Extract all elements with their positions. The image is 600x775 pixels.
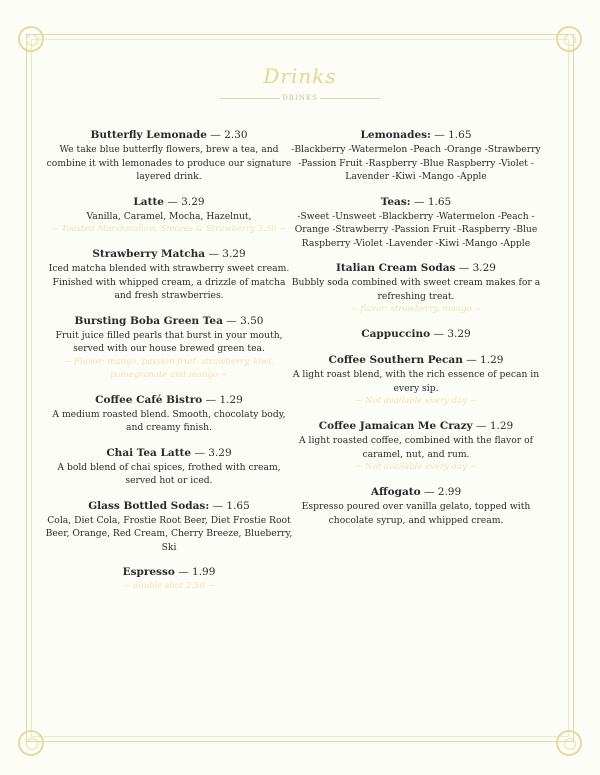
item-note: ~ flavor: strawberry, mango ~ <box>350 304 482 314</box>
item-note: ~ Flavor: mango, passion fruit, strawberry, kiwi, pomegranate and mango ~ <box>64 356 274 380</box>
item-price: — 3.29 <box>194 446 232 459</box>
item-description: Iced matcha blended with strawberry sweet cream. Finished with whipped cream, a drizzle of matcha and fresh strawberries. <box>48 263 290 301</box>
item-price: — 3.29 <box>433 328 471 340</box>
menu-item <box>290 327 542 342</box>
menu-item <box>290 353 542 408</box>
menu-item <box>44 314 294 382</box>
flourish-icon-top-right <box>556 26 582 52</box>
flourish-icon-bottom-right <box>556 730 582 756</box>
item-description: Vanilla, Caramel, Mocha, Hazelnut, <box>86 210 252 222</box>
menu-item <box>290 195 542 251</box>
item-name: Butterfly Lemonade <box>90 129 207 141</box>
menu-item <box>290 485 542 527</box>
item-price: — 1.99 <box>178 566 216 578</box>
item-description: Cola, Diet Cola, Frostie Root Beer, Diet Frostie Root Beer, Orange, Red Cream, Cherry Breeze, Blueberry, Ski <box>45 514 293 553</box>
item-price: — 3.29 <box>208 248 246 260</box>
title-divider-label: DRINKS <box>280 94 320 102</box>
item-name: Italian Cream Sodas <box>336 262 456 274</box>
flourish-icon-bottom-left <box>18 730 44 756</box>
menu-item <box>44 195 294 237</box>
item-name: Teas: <box>380 195 411 208</box>
item-note: ~ Not available every day ~ <box>355 462 477 472</box>
item-name: Coffee Jamaican Me Crazy <box>318 420 473 432</box>
item-name: Coffee Café Bistro <box>95 393 203 406</box>
item-price: — 1.29 <box>205 393 243 406</box>
item-description: -Sweet -Unsweet -Blackberry -Watermelon -Peach -Orange -Strawberry -Passion Fruit -Raspberry -Blue Raspberry -Violet -Lavender -Kiwi -Mango -Apple <box>294 210 538 249</box>
item-name: Bursting Boba Green Tea <box>74 314 223 327</box>
menu-item <box>44 393 294 435</box>
item-description: A bold blend of chai spices, frothed with cream, served hot or iced. <box>57 461 281 486</box>
item-description: A medium roasted blend. Smooth, chocolaty body, and creamy finish. <box>52 408 286 433</box>
menu-item <box>44 499 294 555</box>
item-name: Glass Bottled Sodas: <box>88 499 210 512</box>
menu-item <box>290 419 542 474</box>
item-price: — 1.29 <box>476 420 514 432</box>
item-note: ~ Not available every day ~ <box>355 396 477 406</box>
menu-title: Drinks <box>263 64 337 88</box>
item-note: ~ Toasted Marshmallow, Smores & Strawberry 3.50 ~ <box>51 224 287 234</box>
item-description: -Blackberry -Watermelon -Peach -Orange -Strawberry -Passion Fruit -Raspberry -Blue Raspberry -Violet -Lavender -Kiwi -Mango -Apple <box>291 144 541 182</box>
menu-column-left <box>44 128 294 604</box>
item-price: — 3.29 <box>167 195 205 208</box>
flourish-icon-top-left <box>18 26 44 52</box>
item-price: — 1.65 <box>212 499 250 512</box>
menu-item <box>290 128 542 184</box>
item-name: Latte <box>133 195 164 208</box>
item-price: — 1.65 <box>434 129 472 141</box>
item-description: Bubbly soda combined with sweet cream makes for a refreshing treat. <box>291 277 541 302</box>
item-price: — 1.29 <box>466 354 504 366</box>
item-note: ~ double shot 2.50 ~ <box>123 581 215 591</box>
menu-item <box>44 565 294 593</box>
item-description: Espresso poured over vanilla gelato, topped with chocolate syrup, and whipped cream. <box>301 501 531 526</box>
item-name: Chai Tea Latte <box>106 446 192 459</box>
item-description: We take blue butterfly flowers, brew a tea, and combine it with lemonades to produce our signature layered drink. <box>46 144 292 182</box>
item-description: A light roast blend, with the rich essence of pecan in every sip. <box>292 369 540 394</box>
item-price: — 3.50 <box>226 314 264 327</box>
menu-column-right <box>290 128 542 538</box>
item-price: — 2.99 <box>423 486 462 498</box>
item-name: Cappuccino <box>361 328 431 340</box>
item-name: Lemonades: <box>360 129 431 141</box>
menu-item <box>44 247 294 303</box>
menu-item <box>44 128 294 184</box>
item-price: — 1.65 <box>414 195 452 208</box>
menu-item <box>44 446 294 488</box>
item-description: Fruit juice filled pearls that burst in your mouth, served with our house brewed green tea. <box>55 329 283 354</box>
item-name: Affogato <box>370 486 421 498</box>
menu-item <box>290 261 542 316</box>
item-name: Strawberry Matcha <box>92 248 206 260</box>
item-description: A light roasted coffee, combined with the flavor of caramel, nut, and rum. <box>298 435 534 460</box>
item-price: — 3.29 <box>458 262 496 274</box>
item-price: — 2.30 <box>210 129 248 141</box>
item-name: Coffee Southern Pecan <box>328 354 463 366</box>
item-name: Espresso <box>122 566 175 578</box>
